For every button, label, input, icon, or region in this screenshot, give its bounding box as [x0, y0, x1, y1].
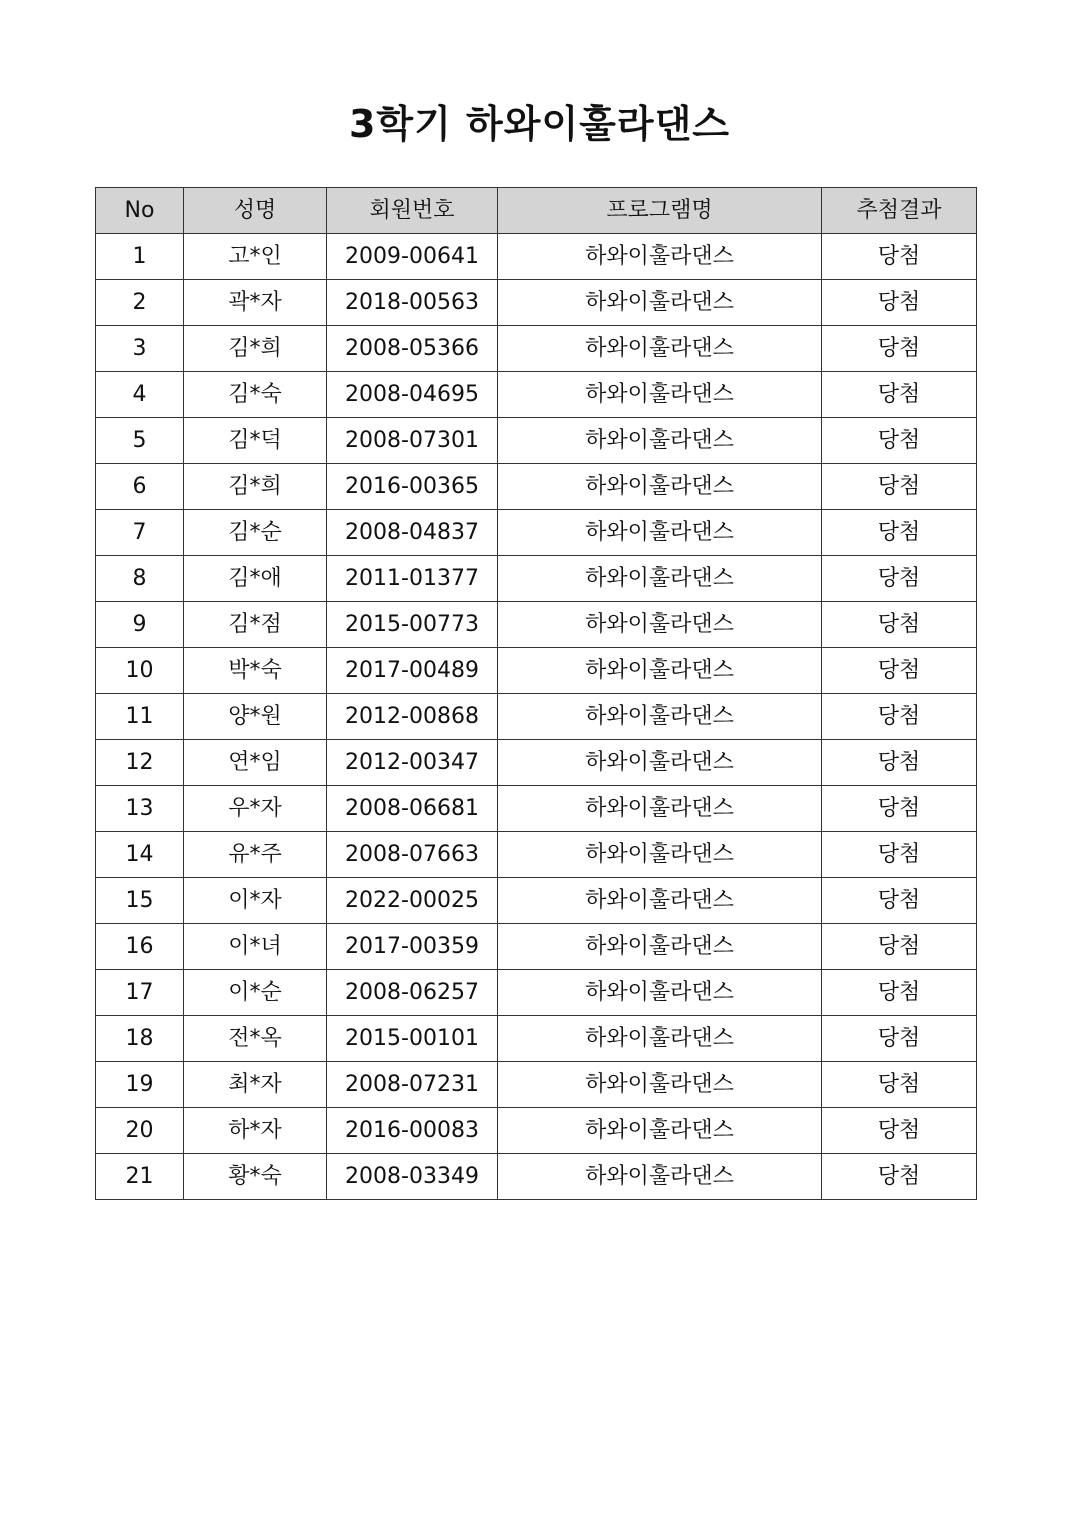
table-row	[96, 464, 977, 510]
cell-result: 당첨	[822, 924, 977, 970]
cell-no: 18	[96, 1016, 184, 1062]
cell-name: 김*애	[184, 556, 327, 602]
cell-name: 곽*자	[184, 280, 327, 326]
cell-member-id: 2008-05366	[327, 326, 498, 372]
cell-result: 당첨	[822, 372, 977, 418]
cell-name: 이*순	[184, 970, 327, 1016]
cell-no: 7	[96, 510, 184, 556]
table-body	[96, 234, 977, 1200]
cell-result: 당첨	[822, 326, 977, 372]
cell-program: 하와이훌라댄스	[498, 510, 822, 556]
cell-member-id: 2015-00773	[327, 602, 498, 648]
cell-result: 당첨	[822, 832, 977, 878]
cell-program: 하와이훌라댄스	[498, 556, 822, 602]
cell-name: 연*임	[184, 740, 327, 786]
cell-no: 14	[96, 832, 184, 878]
table-row	[96, 326, 977, 372]
header-no: No	[96, 188, 184, 234]
cell-result: 당첨	[822, 556, 977, 602]
cell-result: 당첨	[822, 786, 977, 832]
page-title: 3학기 하와이훌라댄스	[348, 102, 731, 146]
cell-result: 당첨	[822, 1016, 977, 1062]
cell-no: 9	[96, 602, 184, 648]
cell-program: 하와이훌라댄스	[498, 832, 822, 878]
cell-program: 하와이훌라댄스	[498, 372, 822, 418]
cell-program: 하와이훌라댄스	[498, 1062, 822, 1108]
cell-program: 하와이훌라댄스	[498, 1108, 822, 1154]
table-row	[96, 786, 977, 832]
cell-result: 당첨	[822, 970, 977, 1016]
cell-no: 10	[96, 648, 184, 694]
cell-result: 당첨	[822, 878, 977, 924]
cell-program: 하와이훌라댄스	[498, 234, 822, 280]
cell-name: 최*자	[184, 1062, 327, 1108]
cell-name: 양*원	[184, 694, 327, 740]
table-row	[96, 418, 977, 464]
cell-result: 당첨	[822, 280, 977, 326]
header-program: 프로그램명	[498, 188, 822, 234]
cell-name: 김*순	[184, 510, 327, 556]
cell-no: 16	[96, 924, 184, 970]
table-row	[96, 1016, 977, 1062]
cell-name: 이*녀	[184, 924, 327, 970]
header-result: 추첨결과	[822, 188, 977, 234]
cell-program: 하와이훌라댄스	[498, 602, 822, 648]
cell-no: 20	[96, 1108, 184, 1154]
cell-program: 하와이훌라댄스	[498, 740, 822, 786]
table-row	[96, 234, 977, 280]
cell-name: 김*덕	[184, 418, 327, 464]
table-row	[96, 694, 977, 740]
cell-no: 13	[96, 786, 184, 832]
table-row	[96, 1108, 977, 1154]
cell-no: 19	[96, 1062, 184, 1108]
table-row	[96, 510, 977, 556]
cell-member-id: 2008-06681	[327, 786, 498, 832]
table-row	[96, 970, 977, 1016]
table-row	[96, 878, 977, 924]
cell-result: 당첨	[822, 648, 977, 694]
table-row	[96, 924, 977, 970]
table-row	[96, 372, 977, 418]
cell-result: 당첨	[822, 1108, 977, 1154]
cell-member-id: 2016-00083	[327, 1108, 498, 1154]
cell-member-id: 2009-00641	[327, 234, 498, 280]
cell-no: 6	[96, 464, 184, 510]
cell-name: 고*인	[184, 234, 327, 280]
table-row	[96, 556, 977, 602]
cell-program: 하와이훌라댄스	[498, 924, 822, 970]
cell-name: 김*희	[184, 464, 327, 510]
cell-no: 2	[96, 280, 184, 326]
cell-program: 하와이훌라댄스	[498, 694, 822, 740]
cell-name: 김*희	[184, 326, 327, 372]
cell-member-id: 2015-00101	[327, 1016, 498, 1062]
cell-member-id: 2016-00365	[327, 464, 498, 510]
cell-member-id: 2008-07301	[327, 418, 498, 464]
cell-no: 3	[96, 326, 184, 372]
cell-program: 하와이훌라댄스	[498, 280, 822, 326]
lottery-result-table	[95, 187, 977, 1200]
header-name: 성명	[184, 188, 327, 234]
cell-no: 4	[96, 372, 184, 418]
cell-result: 당첨	[822, 1062, 977, 1108]
cell-no: 11	[96, 694, 184, 740]
cell-member-id: 2008-06257	[327, 970, 498, 1016]
cell-result: 당첨	[822, 464, 977, 510]
cell-member-id: 2017-00489	[327, 648, 498, 694]
cell-member-id: 2008-07663	[327, 832, 498, 878]
cell-result: 당첨	[822, 234, 977, 280]
cell-result: 당첨	[822, 740, 977, 786]
cell-program: 하와이훌라댄스	[498, 878, 822, 924]
table-row	[96, 832, 977, 878]
cell-no: 15	[96, 878, 184, 924]
header-member-id: 회원번호	[327, 188, 498, 234]
cell-member-id: 2017-00359	[327, 924, 498, 970]
cell-member-id: 2011-01377	[327, 556, 498, 602]
cell-result: 당첨	[822, 694, 977, 740]
cell-name: 전*옥	[184, 1016, 327, 1062]
cell-result: 당첨	[822, 510, 977, 556]
cell-no: 21	[96, 1154, 184, 1200]
cell-program: 하와이훌라댄스	[498, 1016, 822, 1062]
table-header-row	[96, 188, 977, 234]
cell-no: 8	[96, 556, 184, 602]
cell-no: 1	[96, 234, 184, 280]
cell-result: 당첨	[822, 1154, 977, 1200]
table-row	[96, 648, 977, 694]
cell-program: 하와이훌라댄스	[498, 464, 822, 510]
cell-program: 하와이훌라댄스	[498, 786, 822, 832]
cell-result: 당첨	[822, 602, 977, 648]
cell-member-id: 2008-04837	[327, 510, 498, 556]
cell-member-id: 2012-00868	[327, 694, 498, 740]
cell-name: 박*숙	[184, 648, 327, 694]
cell-member-id: 2018-00563	[327, 280, 498, 326]
table-row	[96, 1062, 977, 1108]
cell-program: 하와이훌라댄스	[498, 418, 822, 464]
cell-result: 당첨	[822, 418, 977, 464]
cell-member-id: 2012-00347	[327, 740, 498, 786]
cell-no: 5	[96, 418, 184, 464]
cell-name: 하*자	[184, 1108, 327, 1154]
table-row	[96, 280, 977, 326]
cell-name: 김*숙	[184, 372, 327, 418]
cell-program: 하와이훌라댄스	[498, 326, 822, 372]
cell-name: 유*주	[184, 832, 327, 878]
cell-member-id: 2008-03349	[327, 1154, 498, 1200]
cell-name: 김*점	[184, 602, 327, 648]
cell-program: 하와이훌라댄스	[498, 648, 822, 694]
cell-program: 하와이훌라댄스	[498, 1154, 822, 1200]
table-row	[96, 602, 977, 648]
cell-member-id: 2008-04695	[327, 372, 498, 418]
cell-member-id: 2022-00025	[327, 878, 498, 924]
cell-name: 황*숙	[184, 1154, 327, 1200]
cell-program: 하와이훌라댄스	[498, 970, 822, 1016]
cell-name: 이*자	[184, 878, 327, 924]
cell-member-id: 2008-07231	[327, 1062, 498, 1108]
table-row	[96, 740, 977, 786]
cell-no: 12	[96, 740, 184, 786]
table-row	[96, 1154, 977, 1200]
cell-name: 우*자	[184, 786, 327, 832]
cell-no: 17	[96, 970, 184, 1016]
